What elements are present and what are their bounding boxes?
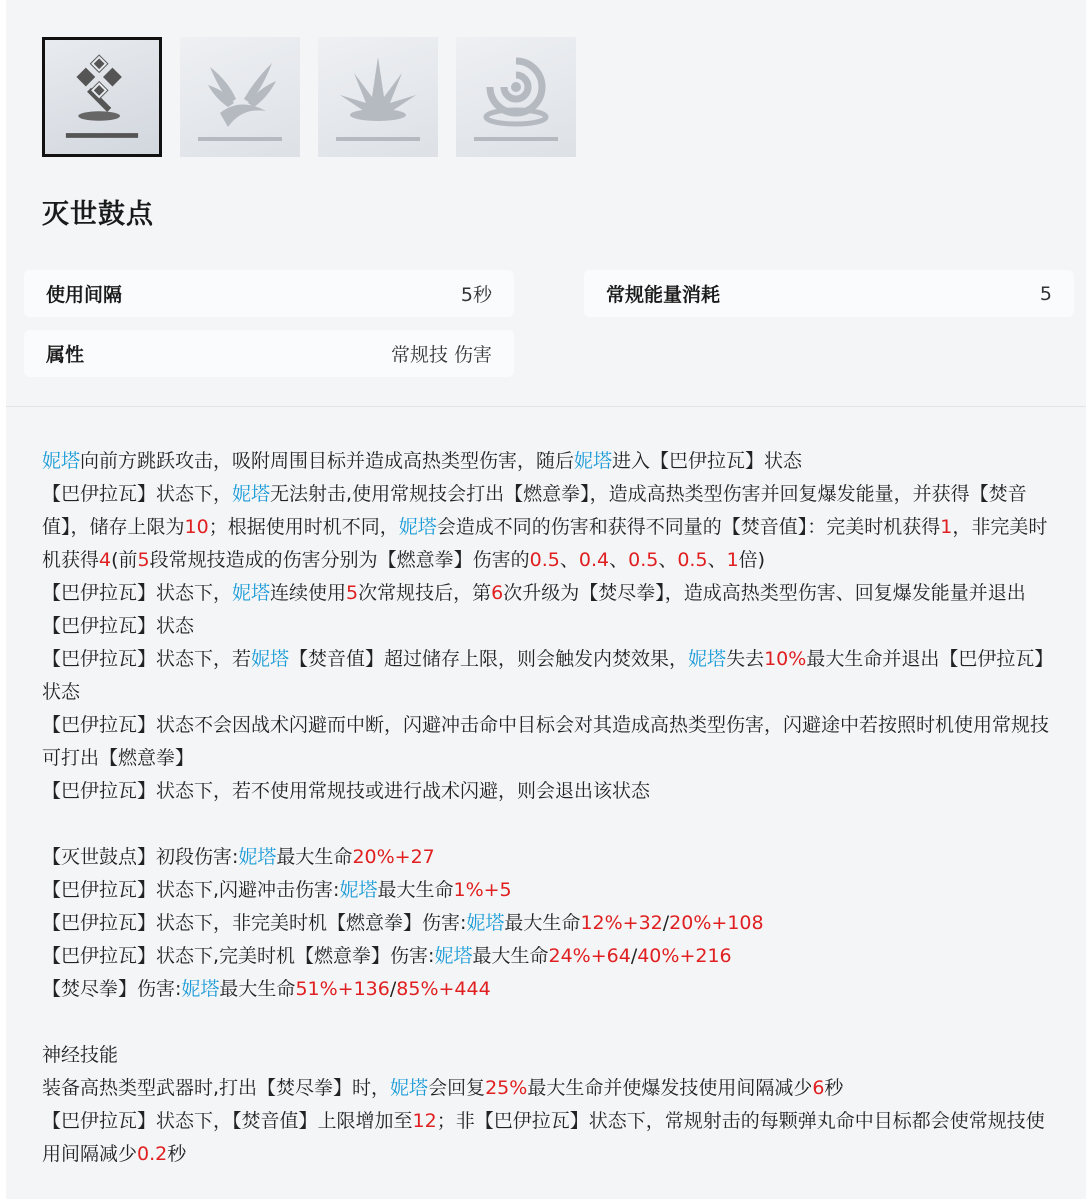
desc-paragraph: 【巴伊拉瓦】状态不会因战术闪避而中断，闪避冲击命中目标会对其造成高热类型伤害，闪避途中若按照时机使用常规技可打出【燃意拳】 bbox=[42, 714, 1050, 769]
stat-interval-label: 使用间隔 bbox=[46, 284, 123, 306]
desc-paragraph: 妮塔向前方跳跃攻击，吸附周围目标并造成高热类型伤害，随后妮塔进入【巴伊拉瓦】状态 bbox=[42, 450, 803, 472]
stat-energy-label: 常规能量消耗 bbox=[606, 284, 721, 306]
skill-tab-bar bbox=[42, 37, 576, 157]
skill-title: 灭世鼓点 bbox=[42, 199, 154, 230]
desc-paragraph: 【巴伊拉瓦】状态下，妮塔连续使用5次常规技后，第6次升级为【焚尽拳】，造成高热类型伤害、回复爆发能量并退出【巴伊拉瓦】状态 bbox=[42, 582, 1026, 637]
knot-emblem-icon bbox=[45, 40, 159, 154]
stat-interval bbox=[24, 270, 514, 317]
stat-energy-value: 5 bbox=[1039, 282, 1052, 305]
wing-burst-icon bbox=[180, 37, 300, 157]
stat-attribute bbox=[24, 330, 514, 377]
damage-line: 【灭世鼓点】初段伤害:妮塔最大生命20%+27 bbox=[42, 846, 435, 868]
section-divider bbox=[6, 406, 1086, 407]
neural-skill-line: 【巴伊拉瓦】状态下，【焚音值】上限增加至12；非【巴伊拉瓦】状态下，常规射击的每颗弹丸命中目标都会使常规技使用间隔减少0.2秒 bbox=[42, 1110, 1045, 1165]
neural-skill-title: 神经技能 bbox=[42, 1044, 119, 1066]
skill-panel bbox=[6, 0, 1086, 1199]
damage-line: 【巴伊拉瓦】状态下,闪避冲击伤害:妮塔最大生命1%+5 bbox=[42, 879, 512, 901]
damage-line: 【焚尽拳】伤害:妮塔最大生命51%+136/85%+444 bbox=[42, 978, 491, 1000]
stat-attribute-value: 常规技 伤害 bbox=[390, 344, 492, 366]
skill-tab-4[interactable] bbox=[456, 37, 576, 157]
spiral-vortex-icon bbox=[456, 37, 576, 157]
stat-energy bbox=[584, 270, 1074, 317]
stat-attribute-label: 属性 bbox=[46, 344, 85, 366]
neural-skill-line: 装备高热类型武器时,打出【焚尽拳】时，妮塔会回复25%最大生命并使爆发技使用间隔减少6秒 bbox=[42, 1077, 844, 1099]
desc-paragraph: 【巴伊拉瓦】状态下，若不使用常规技或进行战术闪避，则会退出该状态 bbox=[42, 780, 651, 802]
damage-line: 【巴伊拉瓦】状态下,完美时机【燃意拳】伤害:妮塔最大生命24%+64/40%+216 bbox=[42, 945, 732, 967]
ground-explosion-icon bbox=[318, 37, 438, 157]
stat-interval-value: 5秒 bbox=[460, 284, 492, 306]
damage-line: 【巴伊拉瓦】状态下，非完美时机【燃意拳】伤害:妮塔最大生命12%+32/20%+108 bbox=[42, 912, 764, 934]
skill-description bbox=[42, 445, 1057, 1171]
desc-paragraph: 【巴伊拉瓦】状态下，妮塔无法射击,使用常规技会打出【燃意拳】，造成高热类型伤害并回复爆发能量，并获得【焚音值】，储存上限为10；根据使用时机不同，妮塔会造成不同的伤害和获得不同量的【焚音值】：完美时机获得1，非完美时机获得4(前5段常规技造成的伤害分别为【燃意拳】伤害的0.5、0.4、0.5、0.5、1倍) bbox=[42, 483, 1048, 571]
skill-tab-1[interactable] bbox=[42, 37, 162, 157]
skill-tab-3[interactable] bbox=[318, 37, 438, 157]
skill-tab-2[interactable] bbox=[180, 37, 300, 157]
desc-paragraph: 【巴伊拉瓦】状态下，若妮塔【焚音值】超过储存上限，则会触发内焚效果，妮塔失去10%最大生命并退出【巴伊拉瓦】状态 bbox=[42, 648, 1054, 703]
